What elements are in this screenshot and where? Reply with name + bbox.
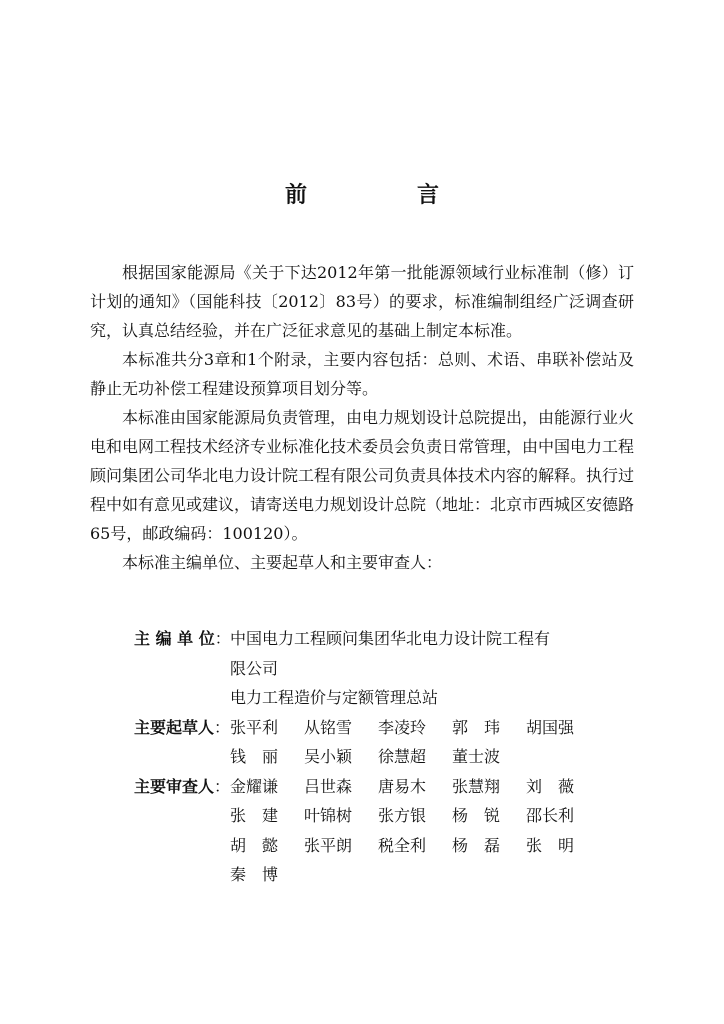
- paragraph-credits-intro: 本标准主编单位、主要起草人和主要审查人：: [122, 553, 443, 572]
- reviewer-name: 秦 博: [230, 865, 279, 884]
- drafter-name: 徐慧超: [378, 747, 427, 766]
- reviewer-name: 张平朗: [304, 835, 353, 855]
- chief-units-values: [230, 624, 634, 713]
- reviewer-name: 张 建: [230, 806, 279, 825]
- reviewer-name: 金耀谦: [230, 776, 279, 796]
- drafter-name: 张平利: [230, 717, 279, 737]
- chief-unit-line: 中国电力工程顾问集团华北电力设计院工程有: [230, 629, 551, 648]
- credits-section: [134, 624, 634, 890]
- reviewer-name: 刘 薇: [526, 776, 575, 796]
- reviewer-name: 税全利: [378, 835, 427, 855]
- reviewers-names: [230, 772, 634, 890]
- reviewers-label: 主要审查人：: [134, 776, 231, 796]
- drafters-label: 主要起草人：: [134, 717, 231, 737]
- reviewer-name: 吕世森: [304, 776, 353, 796]
- drafter-name: 郭 玮: [452, 717, 501, 737]
- reviewer-name: 叶锦树: [304, 806, 353, 825]
- drafter-name: 吴小颖: [304, 747, 353, 766]
- page-title: 前 言: [284, 183, 483, 208]
- drafter-name: 胡国强: [526, 717, 575, 737]
- reviewer-name: 邵长利: [526, 806, 575, 825]
- chief-units-group: [134, 624, 634, 713]
- reviewer-name: 张 明: [526, 835, 575, 855]
- reviewer-name: 张方银: [378, 806, 427, 825]
- reviewer-name: 张慧翔: [452, 776, 501, 796]
- reviewers-group: [134, 772, 634, 890]
- reviewer-name: 杨 锐: [452, 806, 501, 825]
- paragraph-management: 本标准由国家能源局负责管理，由电力规划设计总院提出，由能源行业火电和电网工程技术经济专业标准化技术委员会负责日常管理，由中国电力工程顾问集团公司华北电力设计院工程有限公司负责具体技术内容的解释。执行过程中如有意见或建议，请寄送电力规划设计总院（地址：北京市西城区安德路65号，邮政编码：100120）。: [90, 408, 635, 543]
- reviewer-name: 胡 懿: [230, 835, 279, 855]
- drafter-name: 从铭雪: [304, 717, 353, 737]
- drafter-name: 董士波: [452, 747, 501, 766]
- drafters-names: [230, 713, 634, 772]
- chief-unit-line: 电力工程造价与定额管理总站: [230, 688, 439, 707]
- paragraph-plan-basis: 根据国家能源局《关于下达2012年第一批能源领域行业标准制（修）订计划的通知》（国能科技〔2012〕83号）的要求，标准编制组经广泛调查研究，认真总结经验，并在广泛征求意见的基础上制定本标准。: [90, 263, 634, 340]
- reviewer-name: 杨 磊: [452, 835, 501, 855]
- chief-units-label: 主 编 单 位：: [134, 629, 231, 648]
- paragraph-contents: 本标准共分3章和1个附录，主要内容包括：总则、术语、串联补偿站及静止无功补偿工程建设预算项目划分等。: [90, 350, 634, 398]
- drafter-name: 钱 丽: [230, 747, 279, 766]
- chief-unit-line: 限公司: [230, 658, 279, 678]
- preface-body: [90, 258, 634, 577]
- reviewer-name: 唐易木: [378, 776, 427, 796]
- drafter-name: 李凌玲: [378, 717, 427, 737]
- drafters-group: [134, 713, 634, 772]
